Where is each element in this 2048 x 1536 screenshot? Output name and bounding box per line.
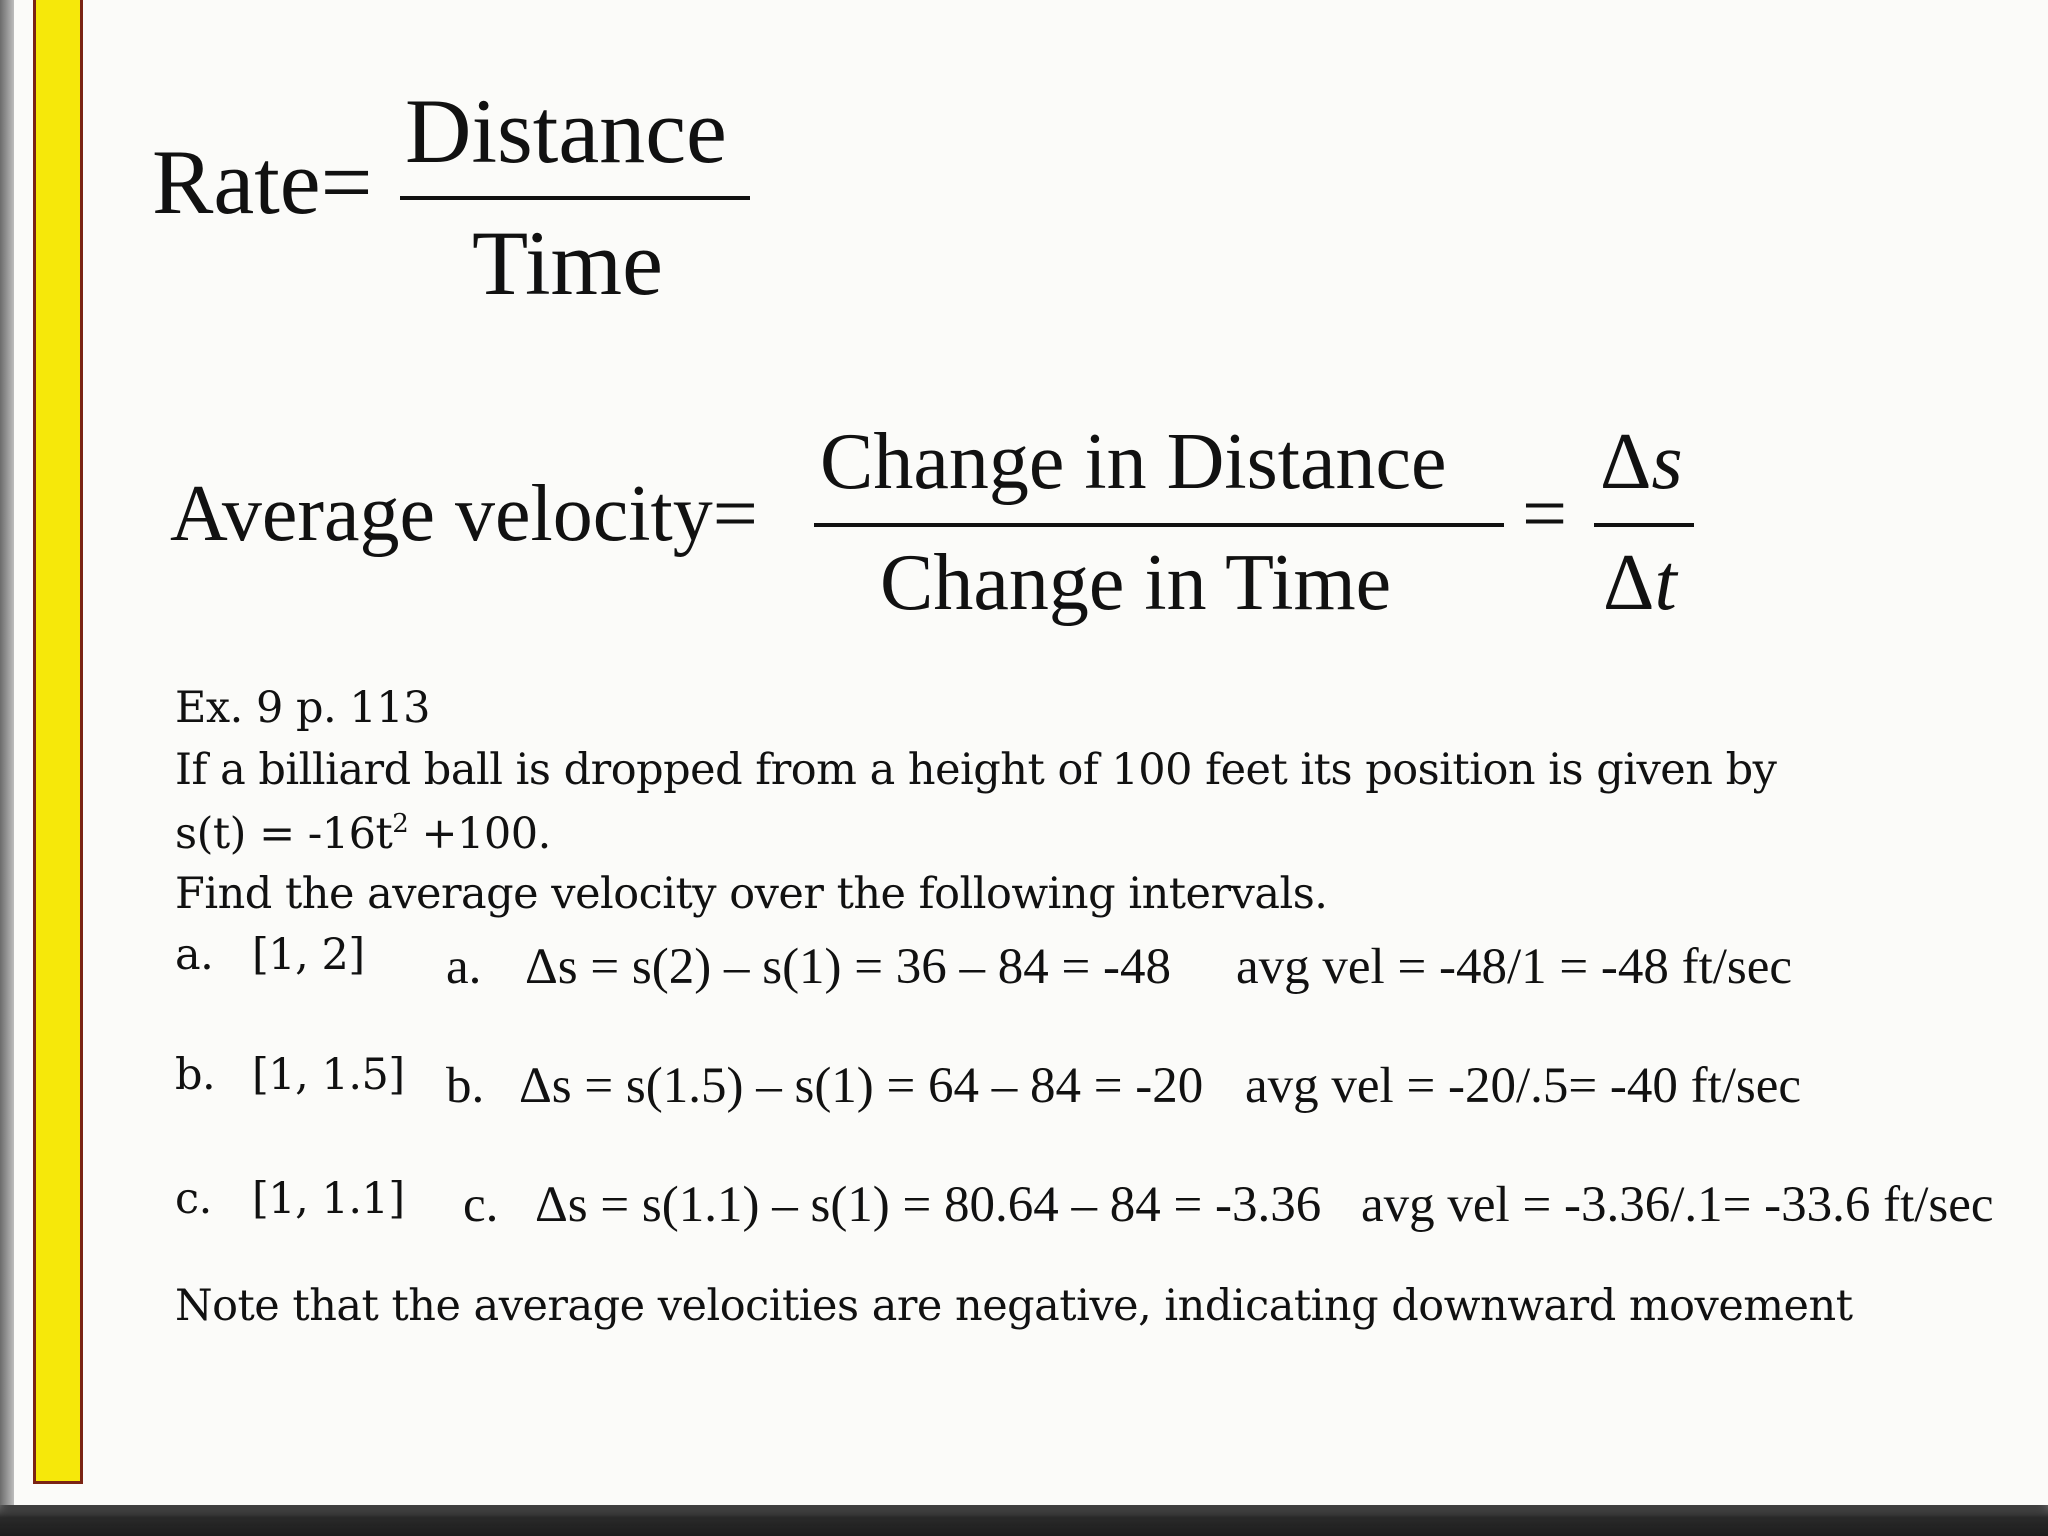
problem-line-2 [175, 809, 551, 859]
exponent: 2 [392, 809, 409, 839]
slide-left-edge [0, 0, 14, 1505]
problem-line-1: If a billiard ball is dropped from a height of 100 feet its position is given by [175, 745, 1777, 795]
position-function-constant: +100. [408, 809, 551, 859]
interval-a-letter: a. [175, 930, 214, 980]
interval-c: [1, 1.1] [252, 1174, 405, 1224]
rate-formula-denominator: Time [472, 212, 663, 314]
solution-a-letter: a. [446, 939, 482, 995]
rate-fraction-bar [400, 196, 750, 200]
problem-reference: Ex. 9 p. 113 [175, 683, 430, 733]
velocity-equals-sign: = [1522, 470, 1568, 558]
solution-c-delta: Δs = s(1.1) – s(1) = 80.64 – 84 = -3.36 [535, 1177, 1322, 1233]
note-text: Note that the average velocities are negative, indicating downward movement [175, 1281, 1853, 1331]
solution-a-delta: Δs = s(2) – s(1) = 36 – 84 = -48 [525, 939, 1172, 995]
solution-b-letter: b. [446, 1058, 485, 1114]
rate-formula-label: Rate= [152, 131, 373, 233]
solution-c-letter: c. [463, 1177, 499, 1233]
delta-s [1600, 418, 1683, 506]
problem-line-3: Find the average velocity over the following intervals. [175, 869, 1328, 919]
solution-c-avg: avg vel = -3.36/.1= -33.6 ft/sec [1361, 1177, 1994, 1233]
position-function: s(t) = -16t [175, 809, 393, 859]
velocity-fraction-bar [814, 523, 1504, 527]
delta-fraction-bar [1594, 523, 1694, 527]
delta-t [1603, 539, 1677, 627]
yellow-accent-bar [33, 0, 83, 1484]
rate-formula-numerator: Distance [405, 80, 727, 182]
velocity-formula-label: Average velocity= [170, 470, 758, 558]
solution-b-delta: Δs = s(1.5) – s(1) = 64 – 84 = -20 [519, 1058, 1204, 1114]
velocity-formula-numerator: Change in Distance [820, 418, 1447, 506]
delta-t-text: Δt [1603, 539, 1677, 627]
interval-b: [1, 1.5] [252, 1050, 405, 1100]
solution-b-avg: avg vel = -20/.5= -40 ft/sec [1245, 1058, 1802, 1114]
solution-a-avg: avg vel = -48/1 = -48 ft/sec [1236, 939, 1793, 995]
interval-c-letter: c. [175, 1174, 212, 1224]
interval-a: [1, 2] [252, 930, 365, 980]
delta-s-text: Δs [1600, 418, 1683, 506]
velocity-formula-denominator: Change in Time [880, 539, 1392, 627]
interval-b-letter: b. [175, 1050, 216, 1100]
